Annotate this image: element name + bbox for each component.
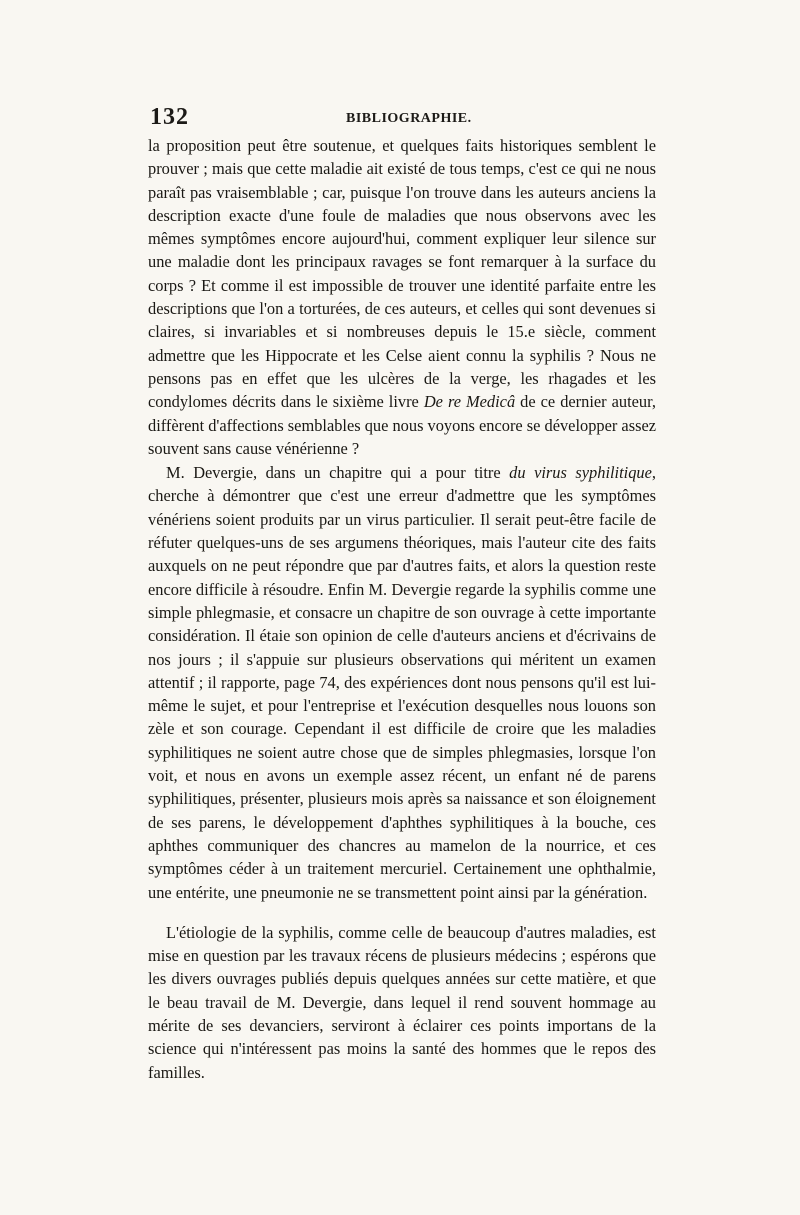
body-text <box>148 134 656 1084</box>
paragraph-1-text-start: la proposition peut être soutenue, et quelques faits historiques semblent le prouver ; mais que cette maladie ait existé de tous temps, c'est ce qui ne nous paraît pas vraisemblable ; car, puisque l'on trouve dans les auteurs anciens la description exacte d'une foule de maladies que nous observons avec les mêmes symptômes encore aujourd'hui, comment expliquer leur silence sur une maladie dont les principaux ravages se font remarquer à la surface du corps ? Et comme il est impossible de trouver une identité parfaite entre les descriptions que l'on a torturées, de ces auteurs, et celles qui sont devenues si claires, si invariables et si nombreuses depuis le 15.e siècle, comment admettre que les Hippocrate et les Celse aient connu la syphilis ? Nous ne pensons pas en effet que les ulcères de la verge, les rhagades et les condylomes décrits dans le sixième livre <box>148 136 656 412</box>
page-header <box>150 104 662 128</box>
chapter-title-italic: du virus syphilitique <box>509 463 652 483</box>
paragraph-2 <box>148 461 656 904</box>
running-head: BIBLIOGRAPHIE. <box>346 111 472 126</box>
paragraph-1-text-end: de ce dernier auteur, diffèrent d'affections semblables que nous voyons encore se développer assez souvent sans cause vénérienne ? <box>148 392 657 458</box>
paragraph-2-text-start: M. Devergie, dans un chapitre qui a pour titre <box>166 463 510 483</box>
paragraph-1 <box>148 134 656 460</box>
book-title-italic: De re Medicâ <box>423 392 516 412</box>
paragraph-3: L'étiologie de la syphilis, comme celle de beaucoup d'autres maladies, est mise en question par les travaux récens de plusieurs médecins ; espérons que les divers ouvrages publiés depuis quelques années sur cette matière, et que le beau travail de M. Devergie, dans lequel il rend souvent hommage au mérite de ses devanciers, serviront à éclairer ces points importans de la science qui n'intéressent pas moins la santé des hommes que le repos des familles. <box>148 922 656 1082</box>
page-number: 132 <box>150 104 189 130</box>
paragraph-2-text-end: , cherche à démontrer que c'est une erreur d'admettre que les symptômes vénériens soient produits par un virus particulier. Il serait peut-être facile de réfuter quelques-uns de ses argumens théoriques, mais l'auteur cite des faits auxquels on ne peut répondre que par d'autres faits, et alors la question reste encore difficile à résoudre. Enfin M. Devergie regarde la syphilis comme une simple phlegmasie, et consacre un chapitre de son ouvrage à cette importante considération. Il étaie son opinion de celle d'auteurs anciens et d'écrivains de nos jours ; il s'appuie sur plusieurs observations qui méritent un examen attentif ; il rapporte, page 74, des expériences dont nous pensons qu'il est lui-même le sujet, et pour l'entreprise et l'exécution desquelles nous louons son zèle et son courage. Cependant il est difficile de croire que les maladies syphilitiques ne soient autre chose que de simples phlegmasies, lorsque l'on voit, et nous en avons un exemple assez récent, un enfant né de parens syphilitiques, présenter, plusieurs mois après sa naissance et son éloignement de ses parens, le développement d'aphthes syphilitiques à la bouche, ces aphthes communiquer des chancres au mamelon de la nourrice, et ces symptômes céder à un traitement mercuriel. Certainement une ophthalmie, une entérite, une pneumonie ne se transmettent point ainsi par la génération. <box>148 463 656 902</box>
